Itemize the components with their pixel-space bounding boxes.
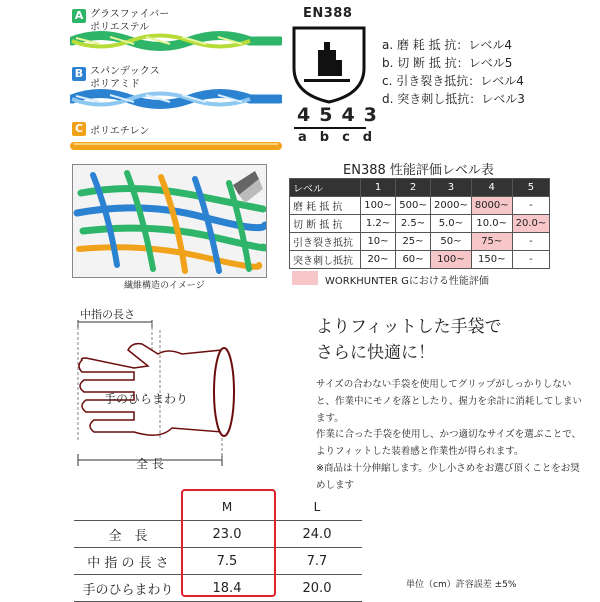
size-cell-m: 23.0 [182,521,272,548]
en388-score-letters: abcd [298,130,386,145]
level-row-label: 突き刺し抵抗 [290,251,361,269]
level-cell: 500~ [396,197,431,215]
level-cell: 1.2~ [361,215,396,233]
fiber-c-line1: ポリエチレン [90,126,150,137]
palm-girth-label: 手のひらまわり [104,392,189,406]
size-cell-l: 20.0 [272,575,362,602]
level-table-row [290,215,550,233]
size-m-highlight-box [181,489,276,597]
level-cell-highlighted: 75~ [471,233,512,251]
fit-heading [316,314,502,366]
level-cell: 20~ [361,251,396,269]
en388-item-b: b. 切 断 抵 抗：レベル5 [382,56,513,70]
fiber-c-yarn-illustration [70,139,282,153]
en388-score-digits: 4543 [297,104,386,126]
size-cell-m: 18.4 [182,575,272,602]
level-header-cell: 5 [512,179,550,197]
total-length-label: 全 長 [136,457,164,471]
level-table-header [290,179,550,197]
level-cell: - [512,251,550,269]
fiber-b-line2: ポリアミド [90,79,140,90]
level-cell-highlighted: 8000~ [471,197,512,215]
level-table-row [290,233,550,251]
en388-divider [294,127,366,129]
en388-shield-glove-icon [290,24,368,104]
legend-swatch [292,271,318,285]
size-header-l: L [272,494,362,521]
size-header-empty [74,494,182,521]
fiber-a-line2: ポリエステル [90,22,150,33]
size-cell-m: 7.5 [182,548,272,575]
legend-text: WORKHUNTER Gにおける性能評価 [325,276,489,287]
level-cell: 5.0~ [431,215,472,233]
level-table [289,178,550,269]
weave-structure-illustration [72,164,267,278]
fiber-a-line1: グラスファイバー [90,9,170,20]
level-header-cell: 3 [431,179,472,197]
level-cell: 150~ [471,251,512,269]
size-cell-l: 7.7 [272,548,362,575]
level-header-cell: 4 [471,179,512,197]
stretch-note: ※商品は十分伸縮します。少し小さめをお選び頂くことをお奨めします [316,463,580,491]
fit-heading-line1: よりフィットした手袋で [316,317,502,337]
level-table-title: EN388 性能評価レベル表 [343,163,494,178]
size-row-label: 手のひらまわり [74,575,182,602]
level-table-row [290,197,550,215]
level-cell: 25~ [396,233,431,251]
level-header-cell: レベル [290,179,361,197]
fiber-badge-b: B [72,67,86,81]
level-cell: 60~ [396,251,431,269]
paragraph-grip: サイズの合わない手袋を使用してグリップがしっかりしないと、作業中にモノを落としたり、握力を余計に消耗してしまいます。 [316,379,582,424]
fiber-b-yarn-illustration [70,86,282,112]
fiber-b-line1: スパンデックス [90,66,160,77]
unit-note: 単位（cm）許容誤差 ±5% [406,580,517,590]
en388-item-d: d. 突き刺し抵抗：レベル3 [382,92,525,106]
fiber-badge-c: C [72,122,86,136]
level-row-label: 切 断 抵 抗 [290,215,361,233]
size-row-label: 中 指 の 長 さ [74,548,182,575]
en388-item-a: a. 磨 耗 抵 抗：レベル4 [382,38,513,52]
fiber-badge-a: A [72,9,86,23]
paragraph-fit: 作業に合った手袋を使用し、かつ適切なサイズを選ぶことで、よりフィットした装着感と作業性が得られます。 [316,429,582,457]
fiber-a-yarn-illustration [70,28,282,54]
level-header-cell: 2 [396,179,431,197]
level-row-label: 磨 耗 抵 抗 [290,197,361,215]
level-cell: 100~ [361,197,396,215]
level-cell: 10.0~ [471,215,512,233]
level-cell-highlighted: 20.0~ [512,215,550,233]
weave-caption: 繊維構造のイメージ [124,281,205,291]
level-row-label: 引き裂き抵抗 [290,233,361,251]
level-cell: 2.5~ [396,215,431,233]
size-row-label: 全 長 [74,521,182,548]
level-cell-highlighted: 100~ [431,251,472,269]
en388-title: EN388 [303,6,353,21]
level-cell: 2000~ [431,197,472,215]
level-cell: - [512,197,550,215]
level-cell: 50~ [431,233,472,251]
weave-image [73,165,266,277]
level-cell: 10~ [361,233,396,251]
en388-item-c: c. 引き裂き抵抗：レベル4 [382,74,524,88]
level-cell: - [512,233,550,251]
size-cell-l: 24.0 [272,521,362,548]
level-header-cell: 1 [361,179,396,197]
fit-heading-line2: さらに快適に！ [316,343,435,363]
size-header-m: M [182,494,272,521]
middle-finger-label: 中指の長さ [80,308,135,321]
level-table-row [290,251,550,269]
